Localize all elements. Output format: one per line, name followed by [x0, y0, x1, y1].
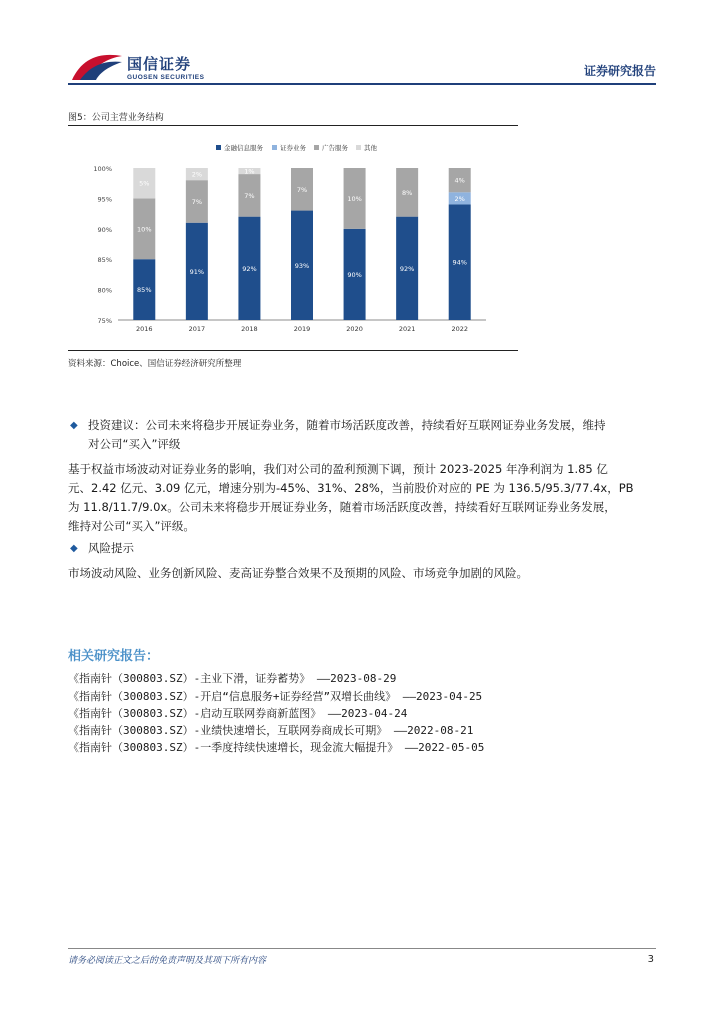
x-tick-label: 2020	[346, 325, 363, 333]
x-tick-label: 2018	[241, 325, 258, 333]
x-tick-label: 2022	[451, 325, 468, 333]
legend-label: 广告服务	[322, 144, 348, 152]
figure-source: 资料来源：Choice、国信证券经济研究所整理	[68, 359, 242, 369]
footer-divider	[68, 948, 656, 949]
bar-data-label: 92%	[242, 264, 257, 273]
figure-top-rule	[68, 125, 518, 126]
legend-swatch	[272, 145, 277, 150]
x-tick-label: 2016	[136, 325, 153, 333]
bar-data-label: 2%	[191, 170, 203, 179]
bar-data-label: 7%	[244, 191, 255, 200]
related-report-item: 《指南针（300803.SZ）-业绩快速增长，互联网券商成长可期》 ——2022-08-21	[68, 724, 474, 737]
chart-legend	[216, 143, 378, 152]
chart-x-axis	[136, 325, 468, 333]
related-report-item: 《指南针（300803.SZ）-开启“信息服务+证券经营”双增长曲线》 ——2023-04-25	[68, 690, 483, 703]
bar-data-label: 4%	[454, 176, 465, 185]
legend-label: 金融信息服务	[224, 144, 263, 152]
bar-data-label: 1%	[244, 167, 255, 176]
risk-paragraph: 市场波动风险、业务创新风险、麦高证券整合效果不及预期的风险、市场竞争加剧的风险。	[68, 566, 528, 580]
bullet-diamond-icon: ◆	[70, 420, 78, 431]
legend-swatch	[314, 145, 319, 150]
y-tick-label: 80%	[97, 286, 112, 295]
footer-disclaimer: 请务必阅读正文之后的免责声明及其项下所有内容	[68, 956, 267, 966]
bar-data-label: 5%	[139, 179, 150, 188]
forecast-paragraph-line2: 元、2.42 亿元、3.09 亿元，增速分别为-45%、31%、28%，当前股价对应的 PE 为 136.5/95.3/77.4x，PB	[68, 481, 634, 495]
bar-data-label: 8%	[401, 188, 413, 197]
bar-data-label: 10%	[137, 225, 152, 234]
y-tick-label: 75%	[97, 317, 112, 325]
bar-data-label: 10%	[347, 194, 362, 203]
bar-data-label: 2%	[454, 194, 465, 203]
legend-swatch	[216, 145, 221, 150]
bar-data-label: 91%	[189, 267, 205, 276]
related-report-item: 《指南针（300803.SZ）-启动互联网券商新蓝图》 ——2023-04-24	[68, 707, 408, 720]
legend-label: 证券业务	[280, 144, 306, 152]
brand-name: 国信证券	[127, 55, 192, 73]
risk-heading: 风险提示	[88, 541, 134, 555]
bullet-diamond-icon: ◆	[70, 543, 78, 554]
chart-bars	[133, 168, 470, 320]
x-tick-label: 2017	[188, 325, 206, 333]
bar-data-label: 85%	[137, 286, 152, 295]
investment-advice-line2: 对公司“买入”评级	[88, 437, 181, 451]
y-tick-label: 100%	[93, 165, 112, 173]
bar-data-label: 93%	[294, 261, 310, 270]
forecast-paragraph-line1: 基于权益市场波动对证券业务的影响，我们对公司的盈利预测下调，预计 2023-2025 年净利润为 1.85 亿	[68, 462, 608, 476]
page-number: 3	[647, 954, 654, 965]
bar-data-label: 7%	[191, 197, 203, 206]
guosen-logo-icon	[70, 50, 124, 84]
y-tick-label: 85%	[97, 256, 112, 265]
investment-advice-line1: 投资建议：公司未来将稳步开展证券业务，随着市场活跃度改善，持续看好互联网证券业务发展，维持	[88, 418, 606, 432]
related-report-item: 《指南针（300803.SZ）-主业下滑，证券蓄势》 ——2023-08-29	[68, 672, 397, 685]
header-divider	[68, 83, 656, 85]
bar-data-label: 7%	[296, 185, 308, 194]
y-tick-label: 90%	[97, 225, 112, 234]
x-tick-label: 2019	[293, 325, 311, 333]
forecast-paragraph-line4: 维持对公司“买入”评级。	[68, 519, 195, 533]
figure-title: 图5：公司主营业务结构	[68, 113, 164, 123]
bar-data-label: 94%	[452, 258, 467, 267]
report-type: 证券研究报告	[583, 64, 656, 78]
figure-bottom-rule	[68, 350, 518, 351]
x-tick-label: 2021	[398, 325, 416, 333]
related-reports-title: 相关研究报告：	[68, 649, 160, 664]
business-structure-chart	[68, 132, 518, 342]
legend-label: 其他	[364, 144, 377, 152]
bar-data-label: 90%	[347, 270, 362, 279]
bar-data-label: 92%	[399, 264, 415, 273]
forecast-paragraph-line3: 为 11.8/11.7/9.0x。公司未来将稳步开展证券业务，随着市场活跃度改善，持续看好互联网证券业务发展，	[68, 500, 616, 514]
legend-swatch	[356, 145, 361, 150]
related-report-item: 《指南针（300803.SZ）-一季度持续快速增长，现金流大幅提升》 ——2022-05-05	[68, 741, 485, 754]
y-tick-label: 95%	[97, 195, 112, 204]
brand-name-en: GUOSEN SECURITIES	[127, 74, 205, 81]
